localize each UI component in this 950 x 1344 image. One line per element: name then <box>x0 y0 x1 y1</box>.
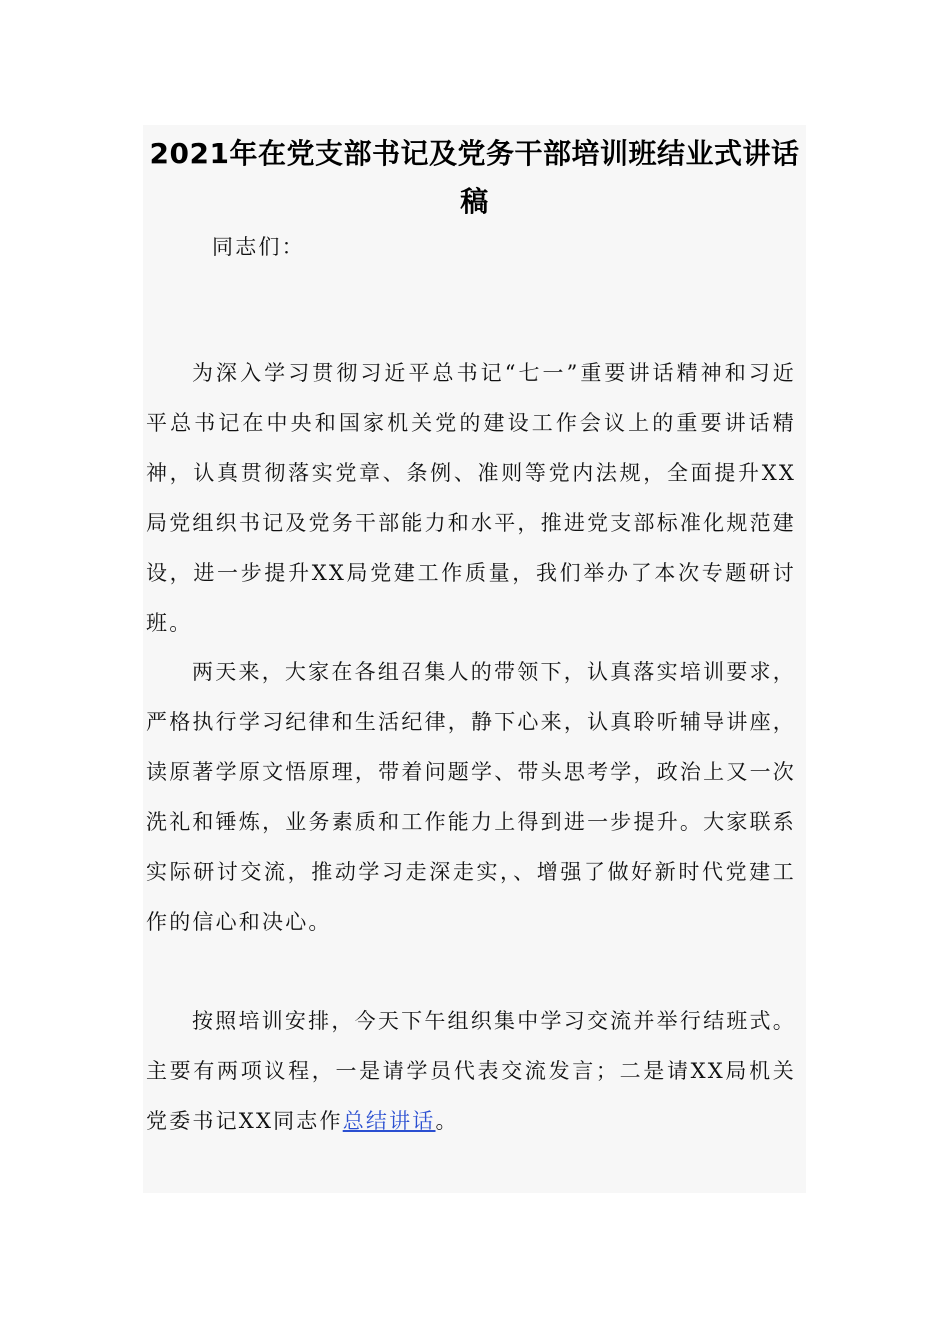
paragraph-3-text-end: 。 <box>435 1109 459 1133</box>
paragraph-3-text-start: 按照培训安排，今天下午组织集中学习交流并举行结班式。主要有两项议程，一是请学员代表交流发言；二是请XX局机关党委书记XX同志作 <box>146 1009 796 1133</box>
document-title: 2021年在党支部书记及党务干部培训班结业式讲话稿 <box>149 137 800 218</box>
greeting: 同志们： <box>212 235 305 259</box>
paragraph-3 <box>146 996 796 1146</box>
summary-speech-link[interactable]: 总结讲话 <box>342 1109 436 1133</box>
paragraph-1: 为深入学习贯彻习近平总书记“七一”重要讲话精神和习近平总书记在中央和国家机关党的建设工作会议上的重要讲话精神，认真贯彻落实党章、条例、准则等党内法规，全面提升XX局党组织书记及党务干部能力和水平，推进党支部标准化规范建设，进一步提升XX局党建工作质量，我们举办了本次专题研讨班。 <box>146 361 796 635</box>
paragraph-2: 两天来，大家在各组召集人的带领下，认真落实培训要求，严格执行学习纪律和生活纪律，静下心来，认真聆听辅导讲座，读原著学原文悟原理，带着问题学、带头思考学，政治上又一次洗礼和锤炼，业务素质和工作能力上得到进一步提升。大家联系实际研讨交流，推动学习走深走实，、增强了做好新时代党建工作的信心和决心。 <box>146 660 796 934</box>
